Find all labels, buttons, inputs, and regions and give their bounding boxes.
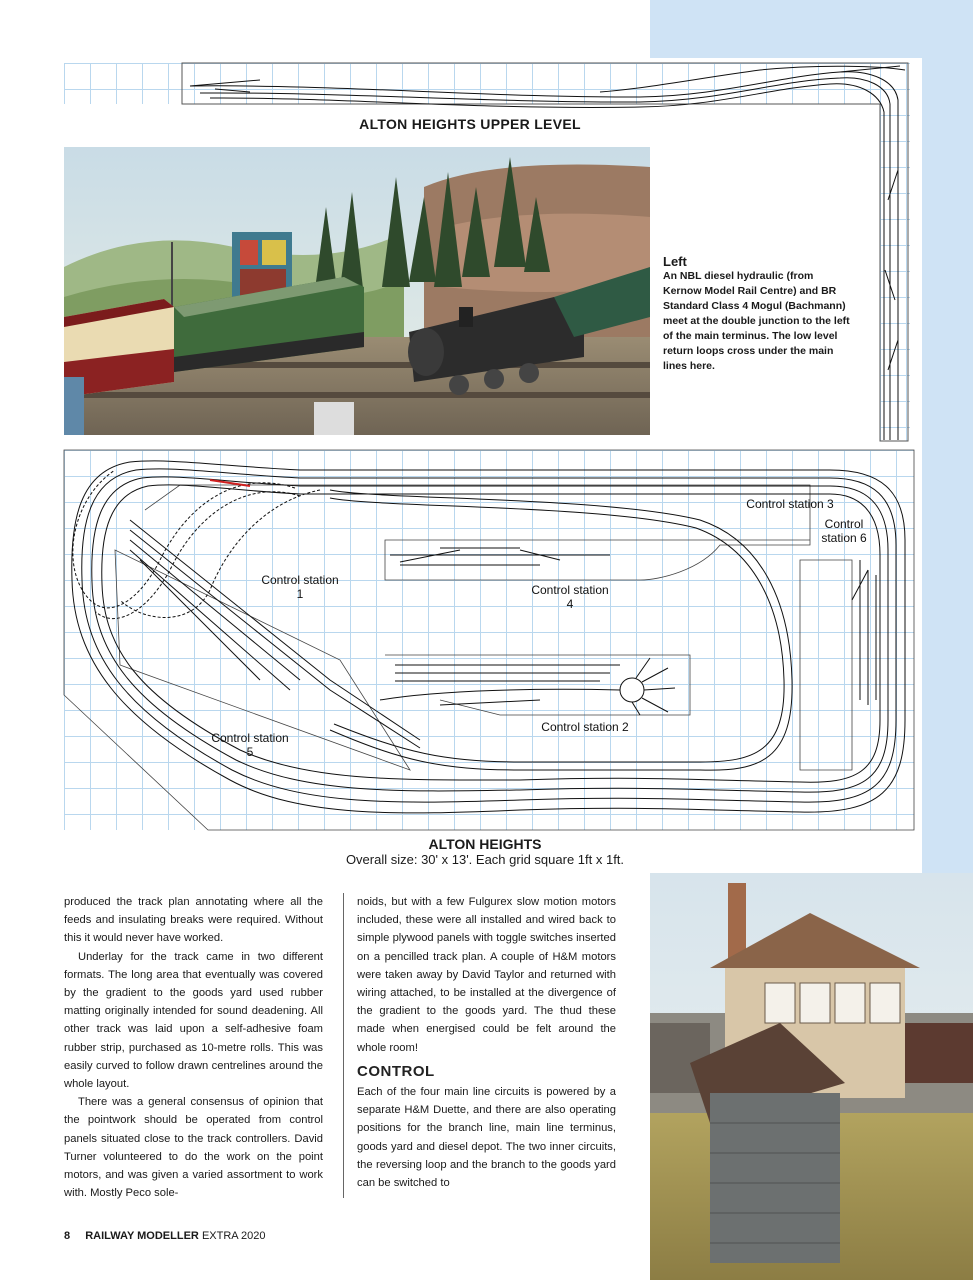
magazine-name: RAILWAY MODELLER <box>85 1230 199 1242</box>
article-paragraph: Underlay for the track came in two different formats. The long area that eventually was covered by the gradient to the goods yard used rubber matting originally intended for sound deadening. All other track was laid upon a self-adhesive foam rubber strip, purchased as 10-metre rolls. This was easily curved to follow drawn centrelines around the whole layout. <box>64 950 323 1091</box>
article-paragraph: Each of the four main line circuits is powered by a separate H&M Duette, and there are also operating positions for the branch line, main line terminus, goods yard and diesel depot. The two inner circuits, the reversing loop and the branch to the goods yard can be switched to <box>357 1086 616 1190</box>
label-control-station-3: Control station 3 <box>746 497 834 511</box>
caption-heading: Left <box>663 254 687 269</box>
label-control-station-6: Control station 6 <box>821 517 867 545</box>
page-footer <box>64 1230 266 1242</box>
magazine-issue: EXTRA 2020 <box>201 1230 266 1242</box>
article-paragraph: There was a general consensus of opinion that the pointwork should be operated from control panels situated close to the track controllers. David Turner volunteered to do the work on the point motors, and was given a varied assortment to work with. Mostly Peco sole- <box>64 1096 323 1200</box>
label-control-station-4: Control station 4 <box>531 583 609 611</box>
article-paragraph: noids, but with a few Fulgurex slow motion motors included, these were all installed and wired back to simple plywood panels with toggle switches inserted on a pencilled track plan. A couple of H&M motors were taken away by David Taylor and returned with wiring attached, to be installed at the divergence of the gradient to the goods yard. The thud these made when energised could be felt around the whole room! <box>357 896 616 1054</box>
upper-level-title: ALTON HEIGHTS UPPER LEVEL <box>359 116 581 132</box>
plan-subtitle: Overall size: 30' x 13'. Each grid square 1ft x 1ft. <box>345 852 625 867</box>
caption-text: An NBL diesel hydraulic (from Kernow Model Rail Centre) and BR Standard Class 4 Mogul (Bachmann) meet at the double junction to the left of the main terminus. The low level return loops cross under the main lines here. <box>663 270 850 372</box>
section-heading: CONTROL <box>357 1062 435 1080</box>
column-divider <box>343 893 344 1198</box>
page-number: 8 <box>64 1230 71 1242</box>
label-control-station-2: Control station 2 <box>541 720 629 734</box>
article-column-2 <box>357 893 616 1192</box>
label-control-station-1: Control station 1 <box>261 573 339 601</box>
article-column-1 <box>64 893 323 1202</box>
article-paragraph: produced the track plan annotating where all the feeds and insulating breaks were required. Without this it would never have worked. <box>64 896 323 945</box>
photo-signalbox <box>650 873 973 1280</box>
label-control-station-5: Control station 5 <box>211 731 289 759</box>
plan-title: ALTON HEIGHTS <box>428 836 542 852</box>
